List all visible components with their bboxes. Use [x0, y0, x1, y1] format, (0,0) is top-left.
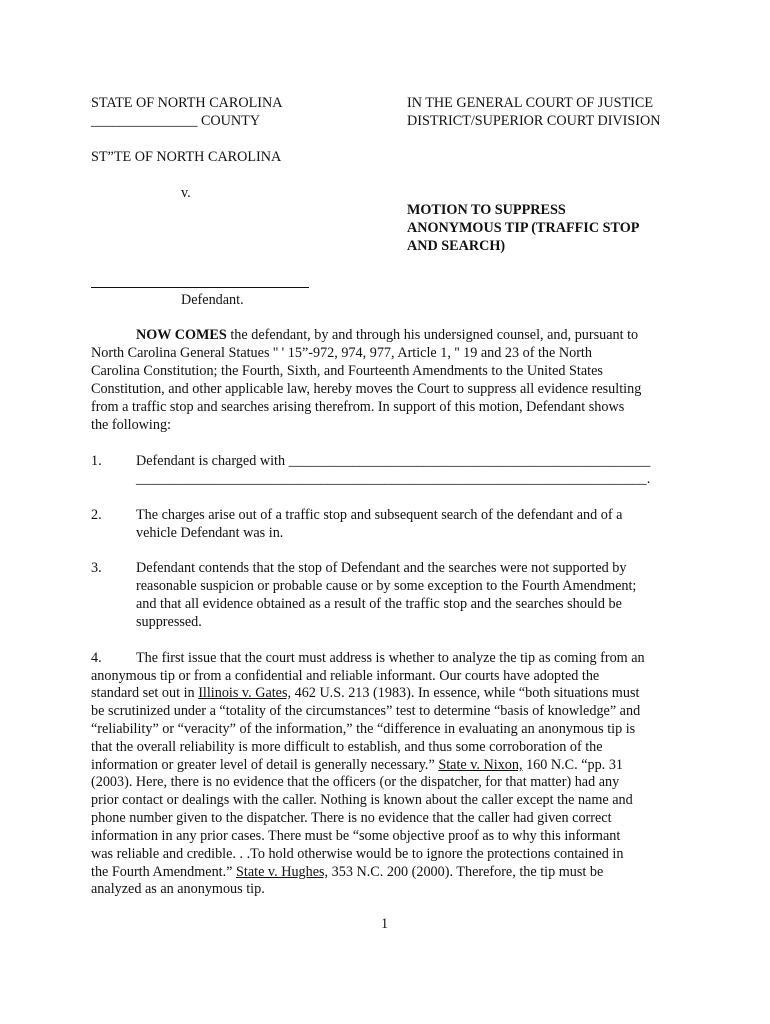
- defendant-label: Defendant.: [181, 292, 244, 308]
- item-4-line-11: information in any prior cases. There must be “some objective proof as to why this informant: [91, 828, 621, 844]
- item-4-line-4: be scrutinized under a “totality of the circumstances” test to determine “basis of knowledge” and: [91, 703, 641, 719]
- item-2-line-1: The charges arise out of a traffic stop and subsequent search of the defendant and of a: [136, 507, 623, 523]
- item-4-line-8: (2003). Here, there is no evidence that the officers (or the dispatcher, for that matter) had any: [91, 774, 620, 790]
- item-4-line-9: prior contact or dealings with the caller. Nothing is known about the caller except the name and: [91, 792, 633, 808]
- intro-line-5: from a traffic stop and searches arising therefrom. In support of this motion, Defendant shows: [91, 399, 625, 415]
- caption-state-party: ST”TE OF NORTH CAROLINA: [91, 149, 282, 165]
- item-4-line-13: the Fourth Amendment.” State v. Hughes, 353 N.C. 200 (2000). Therefore, the tip must be: [91, 864, 604, 880]
- caption-court: IN THE GENERAL COURT OF JUSTICE: [407, 95, 653, 111]
- case-cite-hughes: State v. Hughes,: [236, 864, 329, 880]
- item-4-line-5: “reliability” or “veracity” of the information,” the “difference in evaluating an anonymous tip is: [91, 721, 636, 737]
- caption-versus: v.: [181, 185, 191, 201]
- caption-county: _______________ COUNTY: [91, 113, 261, 129]
- item-number: 1.: [91, 453, 102, 469]
- motion-title-line3: AND SEARCH): [407, 238, 506, 254]
- intro-line-6: the following:: [91, 417, 171, 433]
- item-3-line-2: reasonable suspicion or probable cause or by some exception to the Fourth Amendment;: [136, 578, 637, 594]
- now-comes: NOW COMES: [136, 327, 227, 343]
- item-number: 4.: [91, 650, 102, 666]
- motion-title-line2: ANONYMOUS TIP (TRAFFIC STOP: [407, 220, 640, 236]
- defendant-name-line: [91, 287, 309, 288]
- intro-line-3: Carolina Constitution; the Fourth, Sixth, and Fourteenth Amendments to the United States: [91, 363, 603, 379]
- item-number: 2.: [91, 507, 102, 523]
- intro-line-1: NOW COMES the defendant, by and through his undersigned counsel, and, pursuant to: [136, 327, 639, 343]
- item-4-line-12: was reliable and credible. . .To hold otherwise would be to ignore the protections contained in: [91, 846, 624, 862]
- page-number: 1: [381, 916, 389, 932]
- item-4-line-14: analyzed as an anonymous tip.: [91, 881, 265, 897]
- intro-line-2: North Carolina General Statues '' ' 15”-972, 974, 977, Article 1, '' 19 and 23 of the North: [91, 345, 592, 361]
- item-4-line-2: anonymous tip or from a confidential and reliable informant. Our courts have adopted the: [91, 668, 600, 684]
- item-3-line-1: Defendant contends that the stop of Defendant and the searches were not supported by: [136, 560, 627, 576]
- item-1-line-2: ________________________________________________________________________.: [136, 471, 651, 487]
- item-3-line-4: suppressed.: [136, 614, 202, 630]
- item-4-line-1: The first issue that the court must address is whether to analyze the tip as coming from an: [136, 650, 645, 666]
- item-4-line-7: information or greater level of detail is generally necessary.” State v. Nixon, 160 N.C. “pp. 31: [91, 757, 624, 773]
- item-4-line-3: standard set out in Illinois v. Gates, 462 U.S. 213 (1983). In essence, while “both situations must: [91, 685, 640, 701]
- caption-state: STATE OF NORTH CAROLINA: [91, 95, 283, 111]
- item-1-line-1: Defendant is charged with ___________________________________________________: [136, 453, 651, 469]
- item-2-line-2: vehicle Defendant was in.: [136, 525, 284, 541]
- item-4-line-6: that the overall reliability is more difficult to establish, and thus some corroboration of the: [91, 739, 603, 755]
- item-number: 3.: [91, 560, 102, 576]
- motion-title-line1: MOTION TO SUPPRESS: [407, 202, 566, 218]
- caption-division: DISTRICT/SUPERIOR COURT DIVISION: [407, 113, 661, 129]
- item-4-line-10: phone number given to the dispatcher. There is no evidence that the caller had given correct: [91, 810, 612, 826]
- intro-line-4: Constitution, and other applicable law, hereby moves the Court to suppress all evidence resulting: [91, 381, 642, 397]
- case-cite-gates: Illinois v. Gates,: [198, 685, 292, 701]
- case-cite-nixon: State v. Nixon,: [438, 757, 523, 773]
- item-3-line-3: and that all evidence obtained as a result of the traffic stop and the searches should be: [136, 596, 622, 612]
